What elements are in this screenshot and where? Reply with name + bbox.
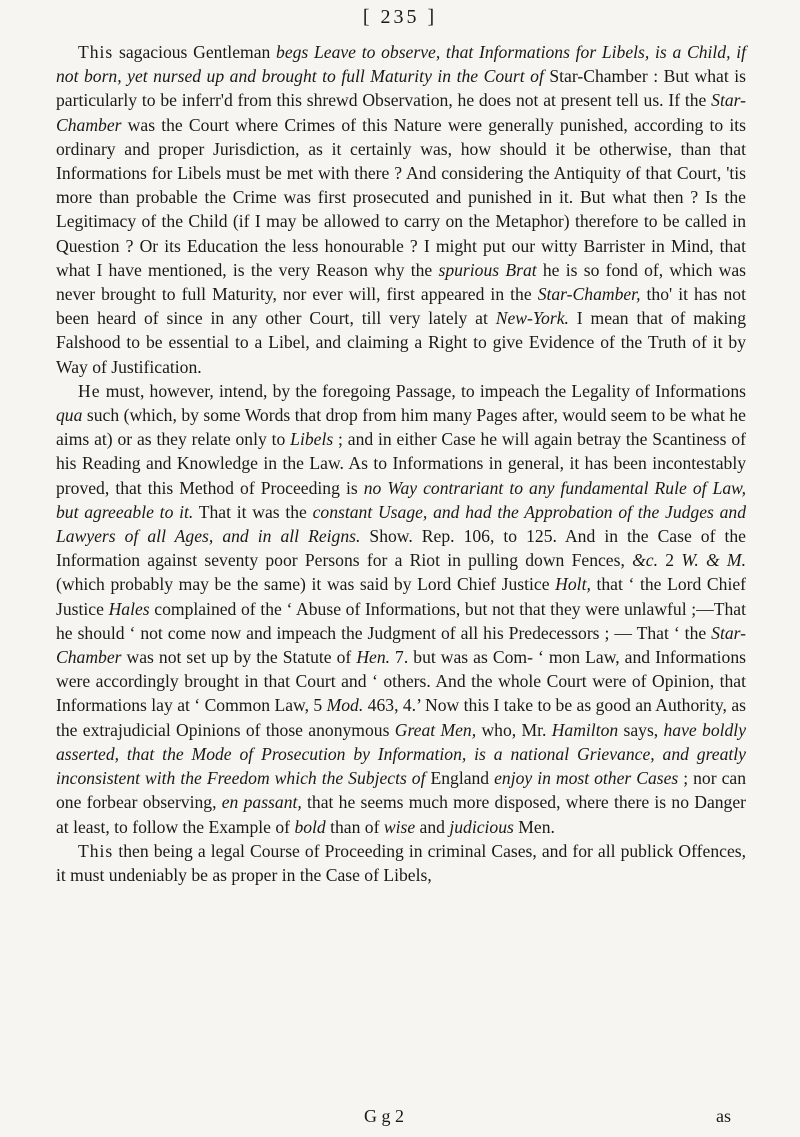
italic-run: judicious xyxy=(449,816,514,837)
italic-run: have boldly asserted, that the Mode of Prosecution by Information, is a national Grievance, and greatly inconsistent with the Freedom which the Subjects of xyxy=(56,719,747,789)
italic-run: no Way contrariant to any fundamental Rule of Law, but agreeable to it. xyxy=(56,477,746,522)
text-run: tho' it has not been heard of since in any other Court, till very lately at xyxy=(56,284,746,329)
italic-run: constant Usage, and had the Approbation of the Judges and Lawyers of all Ages, and in all Reigns. xyxy=(56,501,747,547)
paragraph xyxy=(56,379,746,839)
italic-run: Holt, xyxy=(555,574,591,595)
page-number: [ 235 ] xyxy=(362,6,438,28)
italic-run: qua xyxy=(56,405,83,426)
italic-run: Star-Chamber xyxy=(56,622,746,668)
italic-run: Great Men, xyxy=(394,719,477,740)
text-run: such (which, by some Words that drop from him many Pages after, would seem to be what he aims at) or as they relate only to xyxy=(56,405,746,450)
text-run: 2 xyxy=(658,550,682,571)
text-run: was not set up by the Statute of xyxy=(121,647,357,668)
italic-run: Hamilton xyxy=(551,719,619,740)
small-caps-run: This xyxy=(78,840,114,861)
text-run: Men. xyxy=(513,816,555,837)
paragraph xyxy=(56,839,746,887)
italic-run: New-York. xyxy=(495,308,569,329)
text-run: who, Mr. xyxy=(476,719,552,740)
italic-run: Mod. xyxy=(326,695,364,716)
text-run: 7. but was as Com- ‘ mon Law, and Informations were accordingly brought in that Court and ‘ others. And the whole Court were of Opinion, that Informations lay at ‘ Common Law, 5 xyxy=(56,647,746,716)
text-run: ; and in either Case he will again betray the Scantiness of his Reading and Knowledge in the Law. As to Informations in general, it has been incontestably proved, that this Method of Proceeding is xyxy=(56,429,746,498)
text-run: Star-Chamber : But what is particularly to be inferr'd from this shrewd Observation, he does not at present tell us. If the xyxy=(56,66,746,111)
signature-mark: G g 2 xyxy=(364,1106,404,1126)
text-run: 463, 4.’ Now this I take to be as good an Authority, as the extrajudicial Opinions of those anonymous xyxy=(56,695,747,740)
text-run: (which probably may be the same) it was said by Lord Chief Justice xyxy=(56,574,556,595)
text-run: ; nor can one forbear observing, xyxy=(56,768,746,813)
text-run: that ‘ the Lord Chief Justice xyxy=(56,574,747,619)
italic-run: spurious Brat xyxy=(438,259,537,280)
italic-run: W. & M. xyxy=(681,550,746,571)
italic-run: en passant, xyxy=(221,792,302,813)
paragraph xyxy=(56,40,746,379)
text-run: that he seems much more disposed, where there is no Danger at least, to follow the Example of xyxy=(56,792,747,837)
text-run: I mean that of making Falshood to be essential to a Libel, and claiming a Right to give Evidence of the Truth of it by Way of Justification. xyxy=(56,308,747,377)
italic-run: wise xyxy=(383,816,416,837)
text-run: he is so fond of, which was never brought to full Maturity, nor ever will, first appeared in the xyxy=(56,259,747,305)
text-run: than of xyxy=(325,816,384,837)
italic-run: Star-Chamber xyxy=(56,90,746,135)
catchword: as xyxy=(716,1106,731,1126)
italic-run: Libels xyxy=(290,429,334,450)
body-text xyxy=(56,40,746,887)
text-run: complained of the ‘ Abuse of Informations, but not that they were unlawful ;—That he should ‘ not come now and impeach the Judgment of all his Predecessors ; — That ‘ the xyxy=(56,598,746,643)
italic-run: of xyxy=(530,66,544,87)
text-run: Show. Rep. 106, to 125. And in the Case of the Information against seventy poor Persons for a Riot in pulling down Fences, xyxy=(56,526,746,571)
italic-run: Hen. xyxy=(356,647,391,668)
text-run: was the Court where Crimes of this Nature were generally punished, according to its ordinary and proper Jurisdiction, as it certainly was, how should it be otherwise, than that Informations for Libels must be met with there ? And considering the Antiquity of that Court, 'tis more than probable the Crime was first prosecuted and punished in it. But what then ? Is the Legitimacy of the Child (if I may be allowed to carry on the Metaphor) therefore to be called in Question ? Or its Education the less honourable ? I might put our witty Barrister in Mind, that what I have mentioned, is the very Reason why the xyxy=(56,114,746,280)
text-run: says, xyxy=(618,719,664,740)
text-run: and xyxy=(415,816,450,837)
text-run: England xyxy=(425,768,495,789)
italic-run: enjoy in most other Cases xyxy=(494,768,679,789)
small-caps-run: This xyxy=(78,42,114,62)
italic-run: Hales xyxy=(108,598,150,619)
italic-run: Star-Chamber, xyxy=(537,284,641,305)
small-caps-run: He xyxy=(78,380,101,401)
text-run: must, however, intend, by the foregoing Passage, to impeach the Legality of Informations xyxy=(100,380,746,401)
text-run: sagacious Gentleman xyxy=(113,42,277,62)
italic-run: &c. xyxy=(632,550,659,571)
italic-run: bold xyxy=(294,816,326,837)
italic-run: begs Leave to observe, that Informations for Libels, is a Child, if not born, yet nursed up and brought to full Maturity in the Court xyxy=(56,42,746,87)
text-run: That it was the xyxy=(193,501,313,522)
text-run: then being a legal Course of Proceeding in criminal Cases, and for all publick Offences, it must undeniably be as proper in the Case of Libels, xyxy=(56,840,746,885)
